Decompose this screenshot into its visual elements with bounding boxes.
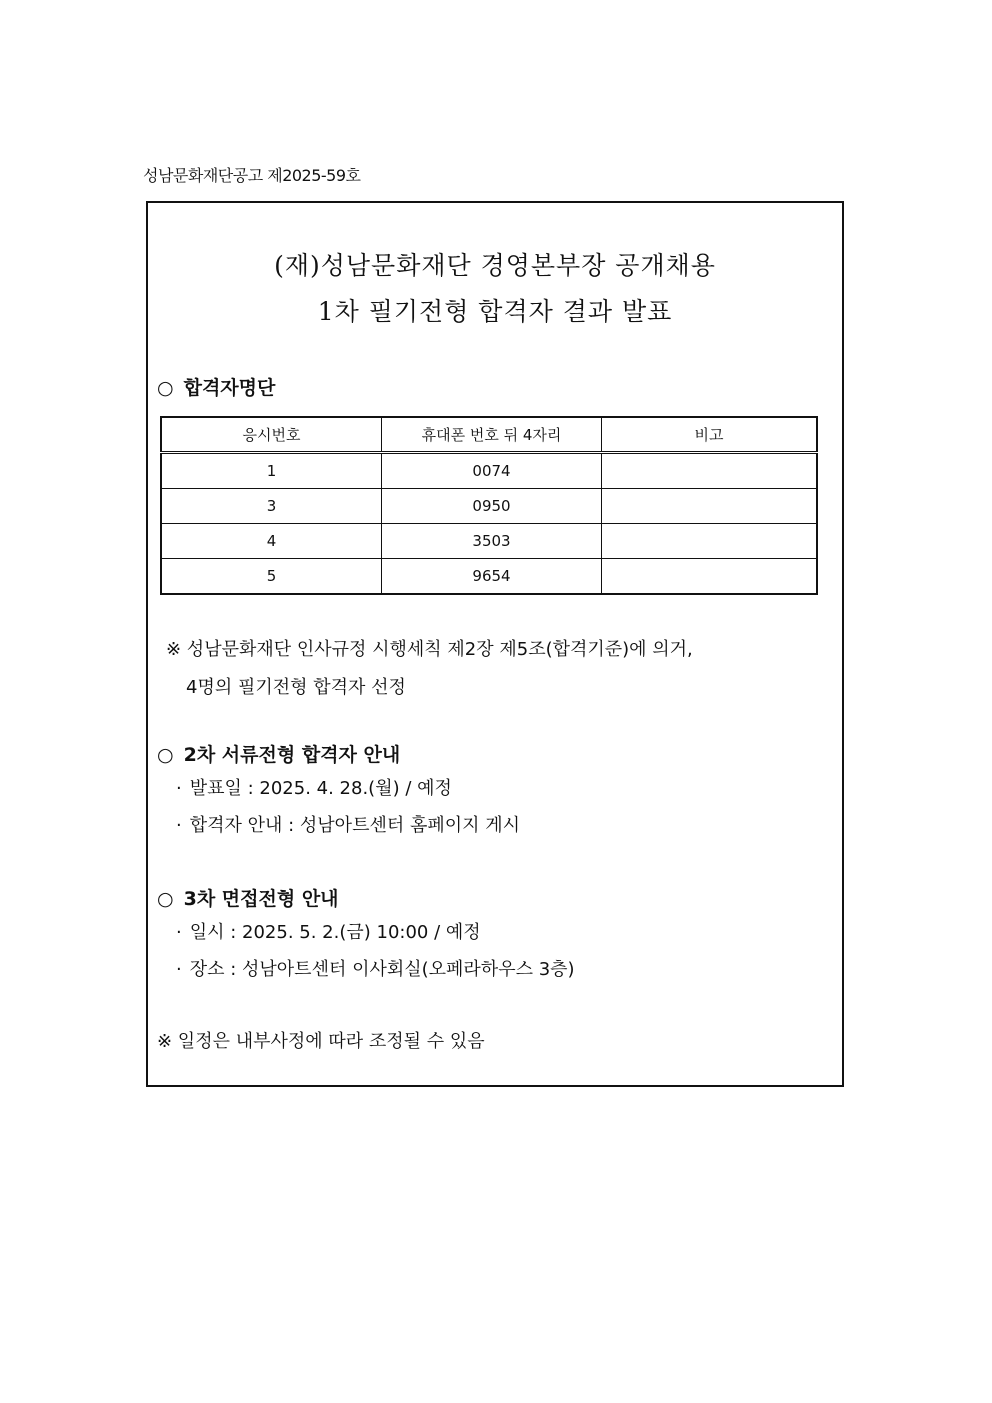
section-passers-heading [157,373,275,400]
header-exam-number: 응시번호 [161,417,382,453]
section-passers-title: 합격자명단 [183,377,276,399]
cell-exam-number: 5 [161,559,382,595]
cell-remarks [602,524,818,559]
interview-list [176,914,575,988]
selection-note [166,631,693,707]
table-row [161,453,817,489]
table-row [161,524,817,559]
circle-marker-icon: ○ [157,744,174,766]
list-item: · 장소 : 성남아트센터 이사회실(오페라하우스 3층) [176,959,575,980]
passers-table [160,416,818,595]
bullet-dot-icon: · [176,959,182,980]
section-document-screening-heading [157,740,400,767]
cell-phone-last4: 0950 [382,489,602,524]
cell-exam-number: 1 [161,453,382,489]
cell-phone-last4: 0074 [382,453,602,489]
list-item: · 발표일 : 2025. 4. 28.(월) / 예정 [176,778,452,799]
section-document-screening-title: 2차 서류전형 합격자 안내 [183,744,401,766]
list-item: · 일시 : 2025. 5. 2.(금) 10:00 / 예정 [176,922,481,943]
table-header-row [161,417,817,453]
cell-phone-last4: 9654 [382,559,602,595]
note-line-2: 4명의 필기전형 합격자 선정 [186,677,406,698]
schedule-footnote: ※ 일정은 내부사정에 따라 조정될 수 있음 [157,1031,485,1052]
section-interview-heading [157,884,339,911]
cell-exam-number: 3 [161,489,382,524]
notice-number: 성남문화재단공고 제2025-59호 [143,166,361,185]
circle-marker-icon: ○ [157,377,174,399]
document-screening-list [176,770,520,844]
list-item: · 합격자 안내 : 성남아트센터 홈페이지 게시 [176,815,521,836]
circle-marker-icon: ○ [157,888,174,910]
cell-exam-number: 4 [161,524,382,559]
bullet-dot-icon: · [176,778,182,799]
bullet-dot-icon: · [176,922,182,943]
title-line-2: 1차 필기전형 합격자 결과 발표 [317,297,673,326]
title-line-1: (재)성남문화재단 경영본부장 공개채용 [274,251,716,280]
cell-remarks [602,489,818,524]
cell-phone-last4: 3503 [382,524,602,559]
cell-remarks [602,453,818,489]
header-phone-last4: 휴대폰 번호 뒤 4자리 [382,417,602,453]
bullet-dot-icon: · [176,815,182,836]
header-remarks: 비고 [602,417,818,453]
table-row [161,559,817,595]
note-line-1: ※ 성남문화재단 인사규정 시행세칙 제2장 제5조(합격기준)에 의거, [166,639,693,660]
table-row [161,489,817,524]
announcement-box [146,201,844,1087]
cell-remarks [602,559,818,595]
section-interview-title: 3차 면접전형 안내 [183,888,339,910]
